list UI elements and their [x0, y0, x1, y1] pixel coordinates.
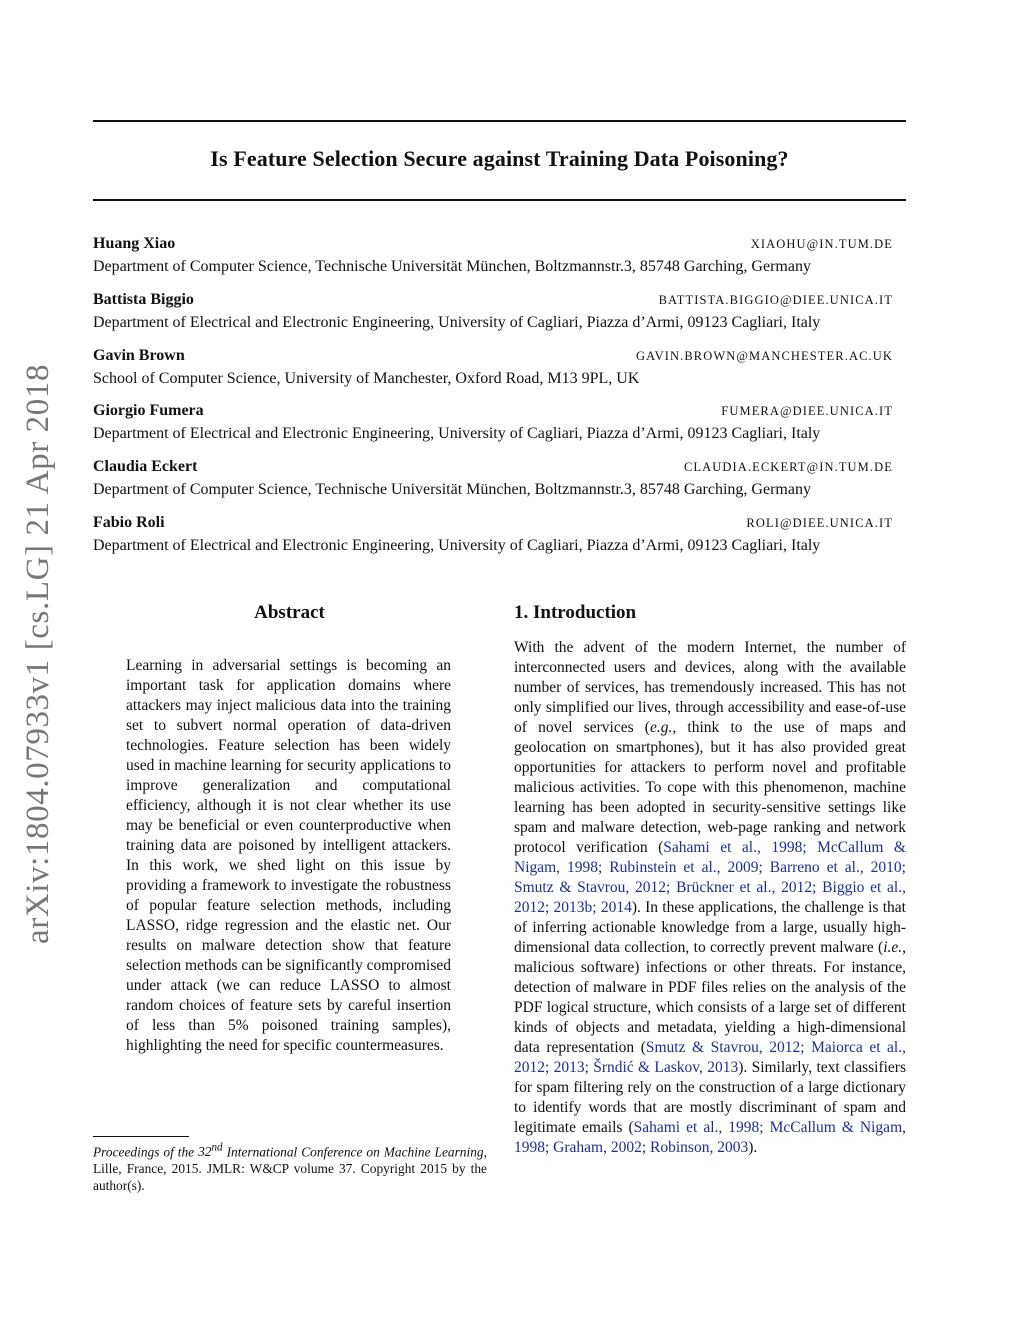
author-affiliation: Department of Computer Science, Technische Universität München, Boltzmannstr.3, 85748 Garching, Germany	[93, 481, 811, 498]
intro-text-segment: With the advent of the modern Internet, the number of interconnected users and devices, along with the available number of services, has tremendously increased. This has not only simplified our lives, through accessibility and ease-of-use of novel services (	[514, 639, 906, 736]
author-block	[93, 458, 893, 499]
author-email[interactable]: XIAOHU@IN.TUM.DE	[750, 237, 893, 251]
author-name: Huang Xiao	[93, 235, 176, 252]
author-email[interactable]: CLAUDIA.ECKERT@IN.TUM.DE	[683, 460, 893, 474]
author-name: Battista Biggio	[93, 291, 194, 308]
intro-text-segment: , think to the use of maps and geolocation on smartphones), but it has also provided great opportunities for attackers to perform novel and profitable malicious activities. To cope with this phenomenon, machine learning has been adopted in security-sensitive settings like spam and malware detection, web-page ranking and network protocol verification (	[514, 719, 906, 856]
citation-link[interactable]: Smutz & Stavrou, 2012; Maiorca et al., 2012; 2013; Šrndić & Laskov, 2013	[514, 1039, 906, 1076]
citation-link[interactable]: Sahami et al., 1998; McCallum & Nigam, 1998; Rubinstein et al., 2009; Barreno et al., 2010; Smutz & Stavrou, 2012; Brückner et al., 2012; Biggio et al., 2012; 2013b; 2014	[514, 839, 906, 916]
paper-title: Is Feature Selection Secure against Training Data Poisoning?	[210, 146, 789, 171]
citation-link[interactable]: Sahami et al., 1998; McCallum & Nigam, 1998; Graham, 2002; Robinson, 2003	[514, 1119, 906, 1156]
author-name: Fabio Roli	[93, 514, 165, 531]
author-email[interactable]: BATTISTA.BIGGIO@DIEE.UNICA.IT	[658, 293, 893, 307]
author-block	[93, 235, 893, 276]
author-block	[93, 291, 893, 332]
intro-text-segment: , malicious software) infections or other threats. For instance, detection of malware in PDF files relies on the analysis of the PDF logical structure, which consists of a large set of different kinds of objects and metadata, yielding a high-dimensional data representation (	[514, 939, 906, 1056]
author-name: Giorgio Fumera	[93, 402, 204, 419]
author-affiliation: Department of Electrical and Electronic Engineering, University of Cagliari, Piazza d’Armi, 09123 Cagliari, Italy	[93, 425, 821, 442]
author-name: Gavin Brown	[93, 347, 185, 364]
footnote-details: , Lille, France, 2015. JMLR: W&CP volume 37. Copyright 2015 by the author(s).	[93, 1144, 487, 1194]
introduction-text	[514, 638, 906, 1158]
author-email[interactable]: ROLI@DIEE.UNICA.IT	[746, 516, 893, 530]
author-block	[93, 514, 893, 555]
section-heading-introduction: 1. Introduction	[514, 602, 637, 623]
intro-text-segment: ). In these applications, the challenge is that of inferring actionable knowledge from a large, usually high-dimensional data collection, to correctly prevent malware (	[514, 899, 906, 956]
footnote-ordinal-suffix: nd	[211, 1142, 223, 1154]
author-affiliation: Department of Computer Science, Technische Universität München, Boltzmannstr.3, 85748 Garching, Germany	[93, 258, 811, 275]
intro-emphasis: i.e.	[883, 939, 903, 956]
author-email[interactable]: GAVIN.BROWN@MANCHESTER.AC.UK	[635, 349, 893, 363]
footnote-ordinal-number: 32	[198, 1144, 212, 1160]
author-email[interactable]: FUMERA@DIEE.UNICA.IT	[721, 404, 893, 418]
footnote-rule	[93, 1136, 189, 1137]
footnote-conference: International Conference on Machine Learning	[226, 1144, 484, 1160]
abstract-heading: Abstract	[254, 602, 325, 623]
footnote-proceedings: Proceedings of the	[93, 1144, 195, 1160]
author-block	[93, 402, 893, 443]
arxiv-identifier: arXiv:1804.07933v1 [cs.LG] 21 Apr 2018	[20, 363, 56, 944]
author-affiliation: Department of Electrical and Electronic Engineering, University of Cagliari, Piazza d’Armi, 09123 Cagliari, Italy	[93, 537, 821, 554]
title-bottom-rule	[93, 199, 906, 201]
intro-emphasis: e.g.	[649, 719, 673, 736]
title-top-rule	[93, 120, 906, 122]
intro-text-segment: ). Similarly, text classifiers for spam filtering rely on the construction of a large dictionary to identify words that are mostly discriminant of spam and legitimate emails (	[514, 1059, 906, 1136]
author-name: Claudia Eckert	[93, 458, 198, 475]
author-block	[93, 347, 893, 388]
abstract-text: Learning in adversarial settings is becoming an important task for application domains where attackers may inject malicious data into the training set to subvert normal operation of data-driven technologies. Feature selection has been widely used in machine learning for security applications to improve generalization and computational efficiency, although it is not clear whether its use may be beneficial or even counterproductive when training data are poisoned by intelligent attackers. In this work, we shed light on this issue by providing a framework to investigate the robustness of popular feature selection methods, including LASSO, ridge regression and the elastic net. Our results on malware detection show that feature selection methods can be significantly compromised under attack (we can reduce LASSO to almost random choices of feature sets by careful insertion of less than 5% poisoned training samples), highlighting the need for specific countermeasures.	[126, 657, 451, 1054]
footnote-ordinal	[198, 1144, 223, 1159]
author-affiliation: Department of Electrical and Electronic Engineering, University of Cagliari, Piazza d’Armi, 09123 Cagliari, Italy	[93, 314, 821, 331]
author-affiliation: School of Computer Science, University of Manchester, Oxford Road, M13 9PL, UK	[93, 370, 640, 387]
footnote	[93, 1140, 487, 1194]
intro-text-segment: ).	[748, 1139, 758, 1156]
